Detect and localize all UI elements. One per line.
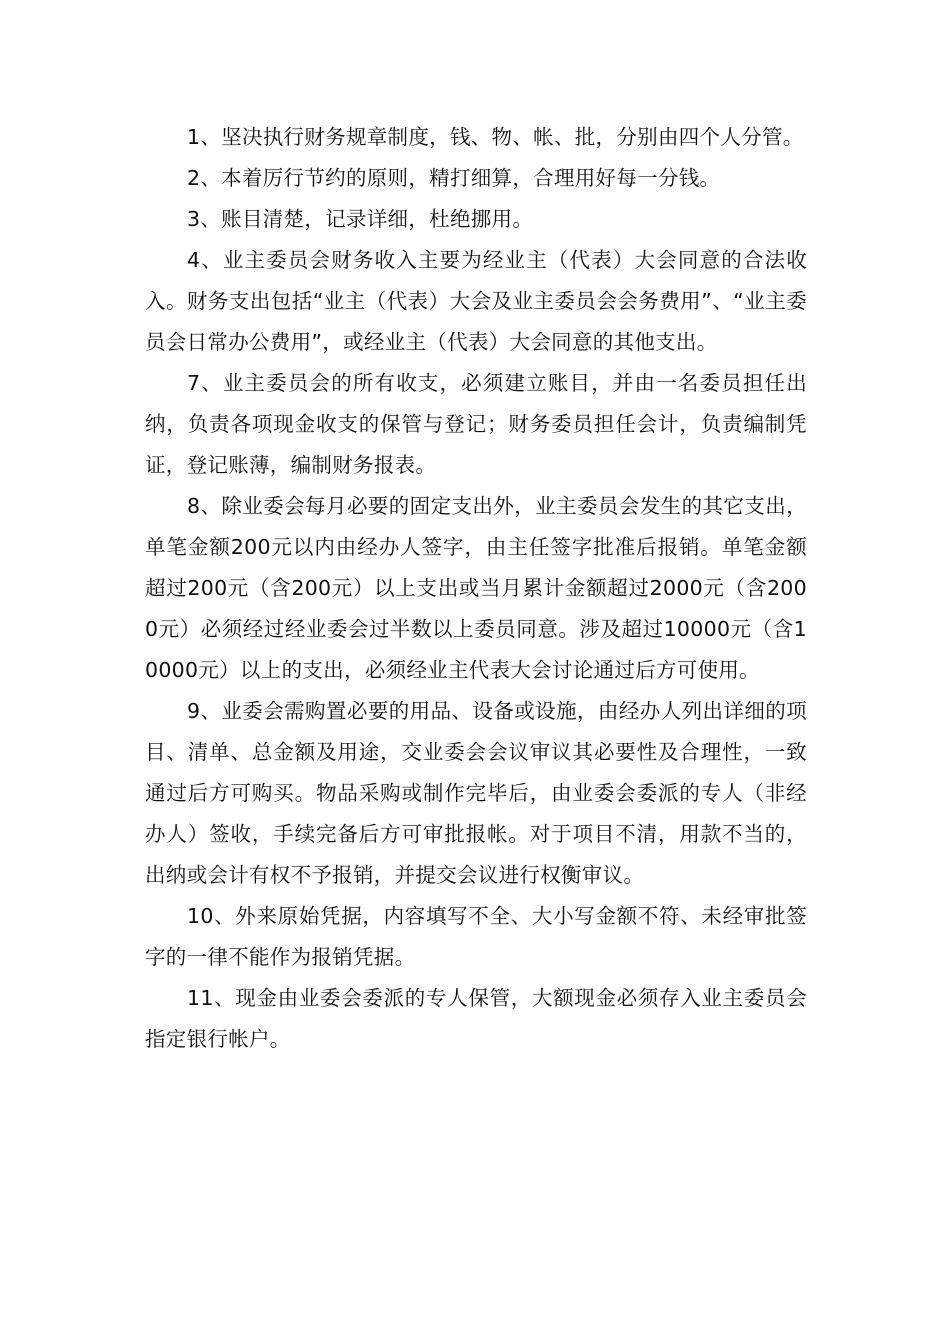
document-body (145, 117, 807, 1060)
rule-paragraph-10: 10、外来原始凭据，内容填写不全、大小写金额不符、未经审批签字的一律不能作为报销凭据。 (145, 904, 807, 969)
rule-paragraph-2: 2、本着厉行节约的原则，精打细算，合理用好每一分钱。 (187, 166, 721, 190)
rule-paragraph-3: 3、账目清楚，记录详细，杜绝挪用。 (187, 207, 534, 231)
rule-paragraph-1: 1、坚决执行财务规章制度，钱、物、帐、批，分别由四个人分管。 (187, 125, 804, 149)
rule-paragraph-9: 9、业委会需购置必要的用品、设备或设施，由经办人列出详细的项目、清单、总金额及用途，交业委会会议审议其必要性及合理性，一致通过后方可购买。物品采购或制作完毕后，由业委会委派的专人（非经办人）签收，手续完备后方可审批报帐。对于项目不清，用款不当的，出纳或会计有权不予报销，并提交会议进行权衡审议。 (145, 699, 807, 887)
rule-paragraph-8: 8、除业委会每月必要的固定支出外，业主委员会发生的其它支出，单笔金额200元以内由经办人签字，由主任签字批准后报销。单笔金额超过200元（含200元）以上支出或当月累计金额超过2000元（含2000元）必须经过经业委会过半数以上委员同意。涉及超过10000元（含10000元）以上的支出，必须经业主代表大会讨论通过后方可使用。 (145, 494, 807, 682)
rule-paragraph-11: 11、现金由业委会委派的专人保管，大额现金必须存入业主委员会指定银行帐户。 (145, 986, 807, 1051)
rule-paragraph-4: 4、业主委员会财务收入主要为经业主（代表）大会同意的合法收入。财务支出包括“业主（代表）大会及业主委员会会务费用”、“业主委员会日常办公费用”，或经业主（代表）大会同意的其他支出。 (145, 248, 807, 354)
rule-paragraph-7: 7、业主委员会的所有收支，必须建立账目，并由一名委员担任出纳，负责各项现金收支的保管与登记；财务委员担任会计，负责编制凭证，登记账薄，编制财务报表。 (145, 371, 807, 477)
